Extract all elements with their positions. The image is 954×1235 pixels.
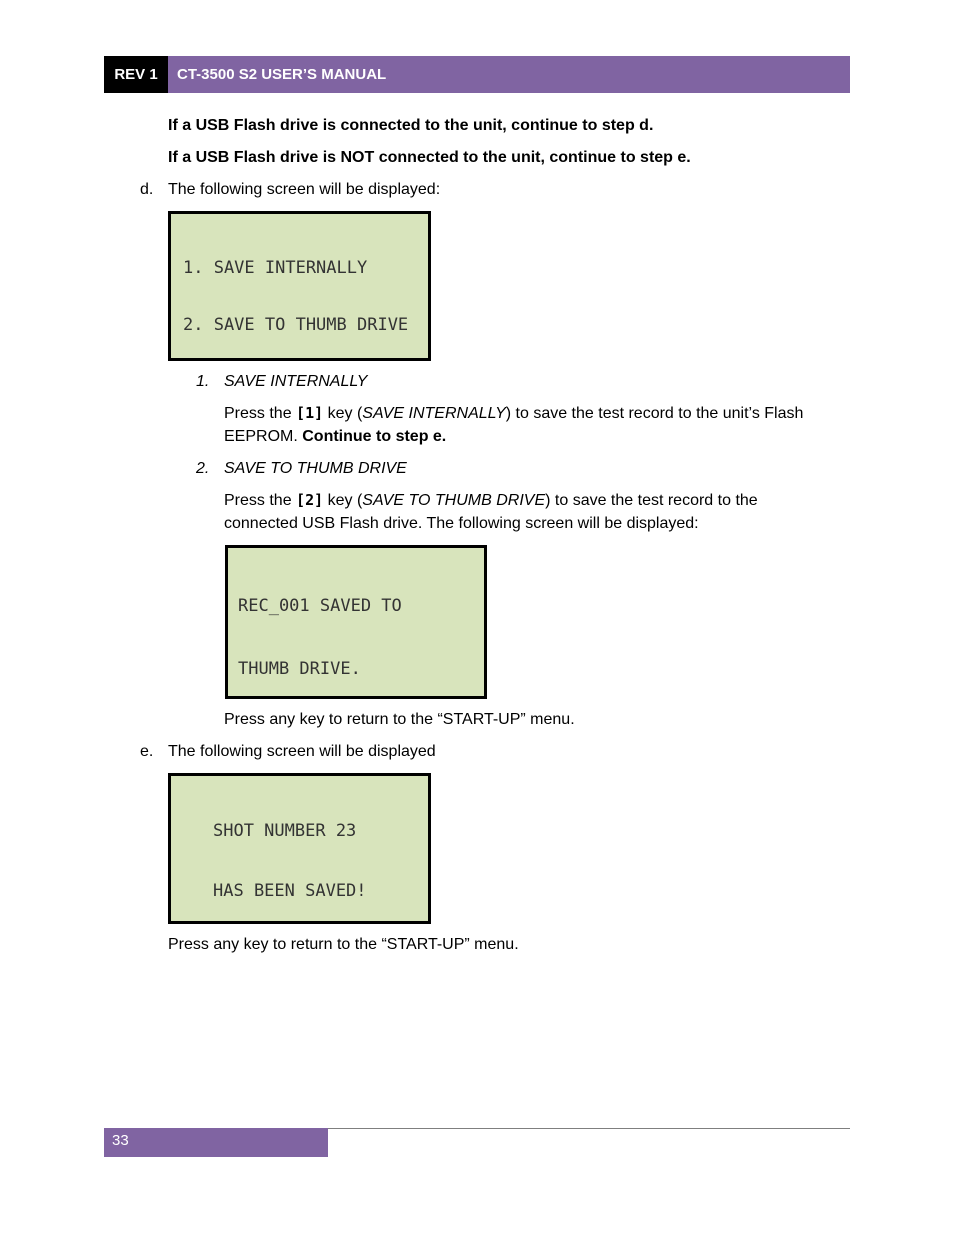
- step-e-marker: e.: [140, 743, 154, 760]
- intro-line-1: If a USB Flash drive is connected to the unit, continue to step d.: [168, 117, 654, 134]
- text-fragment: SAVE INTERNALLY: [362, 405, 506, 422]
- text-fragment: key (: [327, 492, 363, 509]
- option-1-description-line-2: [224, 425, 446, 448]
- text-fragment: key (: [327, 405, 363, 422]
- key-2: [2]: [296, 491, 324, 509]
- key-1: [1]: [296, 404, 324, 422]
- manual-title: CT-3500 S2 USER’S MANUAL: [168, 56, 850, 93]
- lcd-line: 1. SAVE INTERNALLY: [183, 258, 368, 278]
- step-e-text: The following screen will be displayed: [168, 743, 436, 760]
- page-header: [104, 56, 850, 93]
- option-2-number: 2.: [196, 460, 210, 477]
- text-fragment: SAVE TO THUMB DRIVE: [362, 492, 546, 509]
- lcd-line: 2. SAVE TO THUMB DRIVE: [183, 315, 409, 335]
- option-1-number: 1.: [196, 373, 210, 390]
- text-fragment: ) to save the test record to the unit’s Flash: [505, 405, 804, 422]
- lcd-line: HAS BEEN SAVED!: [213, 881, 367, 901]
- option-1-description: [224, 402, 803, 425]
- option-1-label: SAVE INTERNALLY: [224, 373, 368, 390]
- option-2-label: SAVE TO THUMB DRIVE: [224, 460, 407, 477]
- step-d-marker: d.: [140, 181, 154, 198]
- intro-line-2: If a USB Flash drive is NOT connected to the unit, continue to step e.: [168, 149, 691, 166]
- lcd-screen-save-menu: [168, 211, 431, 361]
- lcd-screen-shot-saved: [168, 773, 431, 924]
- revision-label: REV 1: [104, 56, 168, 93]
- lcd-screen-thumb-drive: [225, 545, 487, 699]
- text-fragment: Press the: [224, 492, 292, 509]
- option-2-description-line-2: connected USB Flash drive. The following screen will be displayed:: [224, 515, 699, 532]
- option-2-description: [224, 489, 758, 512]
- option-2-return-note: Press any key to return to the “START-UP” menu.: [224, 711, 575, 728]
- page-number: 33: [104, 1128, 328, 1157]
- lcd-line: THUMB DRIVE.: [238, 659, 361, 679]
- text-fragment: Continue to step e.: [302, 428, 447, 445]
- lcd-line: REC_001 SAVED TO: [238, 596, 402, 616]
- step-d-text: The following screen will be displayed:: [168, 181, 441, 198]
- text-fragment: Press the: [224, 405, 292, 422]
- step-e-return-note: Press any key to return to the “START-UP” menu.: [168, 936, 519, 953]
- lcd-line: SHOT NUMBER 23: [213, 821, 357, 841]
- text-fragment: EEPROM.: [224, 428, 298, 445]
- text-fragment: ) to save the test record to the: [545, 492, 758, 509]
